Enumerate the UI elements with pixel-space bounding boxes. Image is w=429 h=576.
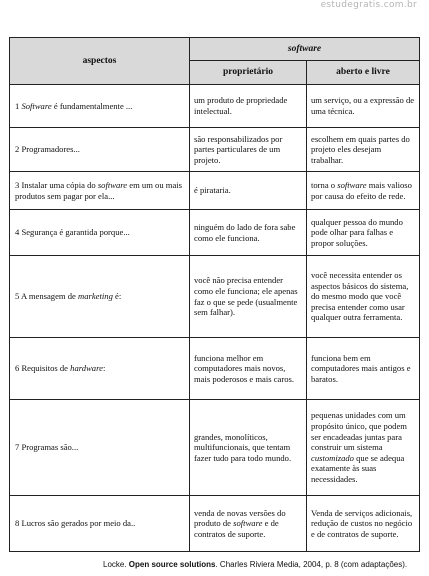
proprietario-cell: é pirataria. xyxy=(190,172,307,210)
proprietario-cell: funciona melhor em computadores mais novos, mais poderosos e mais caros. xyxy=(190,338,307,400)
table-row xyxy=(10,85,420,128)
table-row xyxy=(10,496,420,552)
header-aberto: aberto e livre xyxy=(307,61,420,85)
table-row xyxy=(10,256,420,338)
proprietario-cell: grandes, monolíticos, multifuncionais, que tentam fazer tudo para todo mundo. xyxy=(190,400,307,496)
aspect-cell: 4 Segurança é garantida porque... xyxy=(10,210,190,256)
aspect-cell: 3 Instalar uma cópia do software em um ou mais produtos sem pagar por ela... xyxy=(10,172,190,210)
proprietario-cell: venda de novas versões do produto de software e de contratos de suporte. xyxy=(190,496,307,552)
aberto-cell: escolhem em quais partes do projeto eles desejam trabalhar. xyxy=(307,128,420,172)
source-credit: Locke. Open source solutions. Charles Riviera Media, 2004, p. 8 (com adaptações). xyxy=(103,560,408,569)
proprietario-cell: você não precisa entender como ele funciona; ele apenas faz o que se pede (usualmente sem falhar). xyxy=(190,256,307,338)
aberto-cell: Venda de serviços adicionais, redução de custos no negócio e de contratos de suporte. xyxy=(307,496,420,552)
aspect-cell: 6 Requisitos de hardware: xyxy=(10,338,190,400)
aspect-cell: 5 A mensagem de marketing é: xyxy=(10,256,190,338)
table-row xyxy=(10,210,420,256)
proprietario-cell: ninguém do lado de fora sabe como ele funciona. xyxy=(190,210,307,256)
watermark: estudegratis.com.br xyxy=(320,0,417,10)
table-row xyxy=(10,400,420,496)
table-row xyxy=(10,172,420,210)
proprietario-cell: um produto de propriedade intelectual. xyxy=(190,85,307,128)
aspect-cell: 2 Programadores... xyxy=(10,128,190,172)
header-aspectos: aspectos xyxy=(10,38,190,85)
aberto-cell: você necessita entender os aspectos básicos do sistema, do mesmo modo que você precisa entender como usar qualquer outra ferramenta. xyxy=(307,256,420,338)
table-row xyxy=(10,338,420,400)
header-software: software xyxy=(190,38,420,61)
aspect-cell: 7 Programas são... xyxy=(10,400,190,496)
aberto-cell: um serviço, ou a expressão de uma técnica. xyxy=(307,85,420,128)
table-row xyxy=(10,128,420,172)
aspect-cell: 8 Lucros são gerados por meio da.. xyxy=(10,496,190,552)
aberto-cell: torna o software mais valioso por causa do efeito de rede. xyxy=(307,172,420,210)
proprietario-cell: são responsabilizados por partes particulares de um projeto. xyxy=(190,128,307,172)
aberto-cell: funciona bem em computadores mais antigos e baratos. xyxy=(307,338,420,400)
aberto-cell: pequenas unidades com um propósito único, que podem ser encadeadas juntas para construir um sistema customizado que se adequa exatamente às suas necessidades. xyxy=(307,400,420,496)
header-proprietario: proprietário xyxy=(190,61,307,85)
comparison-table xyxy=(9,37,420,552)
aspect-cell: 1 Software é fundamentalmente ... xyxy=(10,85,190,128)
aberto-cell: qualquer pessoa do mundo pode olhar para falhas e propor soluções. xyxy=(307,210,420,256)
